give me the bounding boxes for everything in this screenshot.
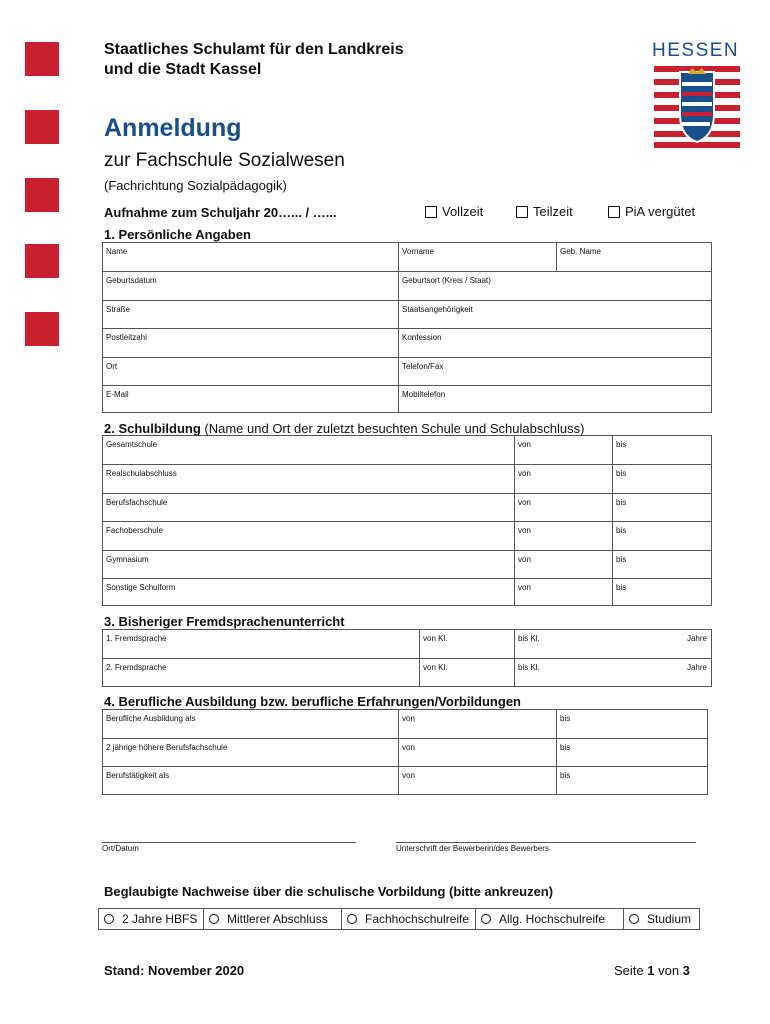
table-row (103, 550, 711, 578)
von-field[interactable]: von (514, 551, 612, 578)
name-field[interactable]: Name (106, 247, 128, 256)
bis-klasse-field[interactable]: bis Kl. (514, 630, 612, 658)
table-row (103, 630, 711, 658)
school-name-field[interactable]: Sonstige Schulform (106, 583, 176, 592)
vorname-field[interactable]: Vorname (398, 243, 556, 271)
bis-field[interactable]: bis (612, 494, 711, 521)
table-row (103, 493, 711, 521)
training-field[interactable]: 2 jährige höhere Berufsfachschule (106, 743, 228, 752)
option-2-jahre-hbfs[interactable]: 2 Jahre HBFS (99, 909, 203, 929)
checkbox-label: PiA vergütet (625, 204, 696, 219)
geburtsdatum-field[interactable]: Geburtsdatum (106, 276, 157, 285)
option-studium[interactable]: Studium (623, 909, 699, 929)
school-name-field[interactable]: Fachoberschule (106, 526, 163, 535)
konfession-field[interactable]: Konfession (398, 329, 711, 357)
bis-field[interactable]: bis (612, 436, 711, 464)
checkbox-label: Teilzeit (533, 204, 573, 219)
certified-evidence-heading: Beglaubigte Nachweise über die schulische Vorbildung (bitte ankreuzen) (104, 884, 554, 899)
school-name-field[interactable]: Berufsfachschule (106, 498, 168, 507)
vocational-training-table (102, 709, 708, 795)
checkbox-square-icon (516, 206, 528, 218)
foreign-language-table (102, 629, 712, 687)
jahre-field[interactable]: Jahre (686, 634, 707, 643)
option-allg-hochschulreife[interactable]: Allg. Hochschulreife (475, 909, 623, 929)
table-row (103, 243, 711, 271)
hessen-logo-text: HESSEN (652, 40, 740, 61)
ort-datum-line[interactable] (102, 842, 356, 843)
decorative-red-square (25, 110, 59, 144)
radio-circle-icon (209, 914, 219, 924)
section-4-heading: 4. Berufliche Ausbildung bzw. berufliche Erfahrungen/Vorbildungen (104, 694, 521, 709)
von-field[interactable]: von (514, 579, 612, 605)
geburtsname-field[interactable]: Geb. Name (556, 243, 711, 271)
teilzeit-checkbox[interactable] (516, 204, 573, 219)
pia-verguetet-checkbox[interactable] (608, 204, 695, 219)
checkbox-label: Vollzeit (442, 204, 484, 219)
language-field[interactable]: 2. Fremdsprache (106, 663, 167, 672)
page-number: Seite 1 von 3 (614, 963, 690, 978)
ort-field[interactable]: Ort (106, 362, 118, 371)
decorative-red-square (25, 244, 59, 278)
von-field[interactable]: von (514, 522, 612, 550)
training-field[interactable]: Berufliche Ausbildung als (106, 714, 196, 723)
table-row (103, 328, 711, 357)
bis-klasse-field[interactable]: bis Kl. (514, 659, 612, 686)
telefon-fax-field[interactable]: Telefon/Fax (398, 358, 711, 385)
table-row (103, 766, 707, 794)
table-row (103, 578, 711, 605)
radio-circle-icon (629, 914, 639, 924)
signature-line[interactable] (396, 842, 696, 843)
section-3-heading: 3. Bisheriger Fremdsprachenunterricht (104, 614, 345, 629)
bis-field[interactable]: bis (556, 710, 707, 738)
personal-data-table (102, 242, 712, 413)
table-row (103, 464, 711, 493)
table-row (103, 300, 711, 328)
checkbox-square-icon (425, 206, 437, 218)
jahre-field[interactable]: Jahre (686, 663, 707, 672)
section-2-heading: 2. Schulbildung (Name und Ort der zuletzt besuchten Schule und Schulabschluss) (104, 421, 585, 436)
table-row (103, 436, 711, 464)
table-row (103, 385, 711, 412)
von-field[interactable]: von (514, 436, 612, 464)
table-row (103, 357, 711, 385)
radio-circle-icon (104, 914, 114, 924)
table-row (103, 658, 711, 686)
signature-label: Unterschrift der Bewerberin/des Bewerbers (396, 844, 549, 853)
school-name-field[interactable]: Realschulabschluss (106, 469, 177, 478)
decorative-red-square (25, 42, 59, 76)
authority-name (104, 40, 404, 80)
von-field[interactable]: von (398, 739, 556, 766)
checkbox-square-icon (608, 206, 620, 218)
training-field[interactable]: Berufstätigkeit als (106, 771, 170, 780)
table-row (103, 271, 711, 300)
section-1-heading: 1. Persönliche Angaben (104, 227, 251, 242)
bis-field[interactable]: bis (612, 465, 711, 493)
bis-field[interactable]: bis (556, 739, 707, 766)
mobiltelefon-field[interactable]: Mobiltelefon (398, 386, 711, 412)
table-row (103, 710, 707, 738)
page-subtitle: zur Fachschule Sozialwesen (104, 150, 345, 171)
radio-circle-icon (347, 914, 357, 924)
von-klasse-field[interactable]: von Kl. (419, 630, 514, 658)
geburtsort-field[interactable]: Geburtsort (Kreis / Staat) (398, 272, 711, 300)
certified-evidence-options (98, 908, 700, 930)
radio-circle-icon (481, 914, 491, 924)
von-field[interactable]: von (514, 465, 612, 493)
bis-field[interactable]: bis (556, 767, 707, 794)
email-field[interactable]: E-Mail (106, 390, 129, 399)
von-klasse-field[interactable]: von Kl. (419, 659, 514, 686)
postleitzahl-field[interactable]: Postleitzahl (106, 333, 147, 342)
vollzeit-checkbox[interactable] (425, 204, 483, 219)
school-year-label: Aufnahme zum Schuljahr 20…... / …... (104, 205, 337, 220)
hessen-lion-crest-icon (654, 66, 740, 148)
decorative-red-square (25, 312, 59, 346)
school-name-field[interactable]: Gesamtschule (106, 440, 158, 449)
authority-line-1: Staatliches Schulamt für den Landkreis (104, 41, 404, 58)
authority-line-2: und die Stadt Kassel (104, 61, 262, 78)
school-education-table (102, 435, 712, 606)
von-field[interactable]: von (514, 494, 612, 521)
page-title: Anmeldung (104, 114, 242, 142)
language-field[interactable]: 1. Fremdsprache (106, 634, 167, 643)
bis-field[interactable]: bis (612, 579, 711, 605)
strasse-field[interactable]: Straße (106, 305, 131, 314)
table-row (103, 738, 707, 766)
decorative-red-square (25, 178, 59, 212)
bis-field[interactable]: bis (612, 522, 711, 550)
field-of-study: (Fachrichtung Sozialpädagogik) (104, 178, 287, 193)
table-row (103, 521, 711, 550)
von-field[interactable]: von (398, 767, 556, 794)
staatsangehoerigkeit-field[interactable]: Staatsangehörigkeit (398, 301, 711, 328)
ort-datum-label: Ort/Datum (102, 844, 139, 853)
bis-field[interactable]: bis (612, 551, 711, 578)
von-field[interactable]: von (398, 710, 556, 738)
option-fachhochschulreife[interactable]: Fachhochschulreife (341, 909, 475, 929)
version-date: Stand: November 2020 (104, 963, 245, 978)
school-name-field[interactable]: Gymnasium (106, 555, 149, 564)
option-mittlerer-abschluss[interactable]: Mittlerer Abschluss (203, 909, 341, 929)
